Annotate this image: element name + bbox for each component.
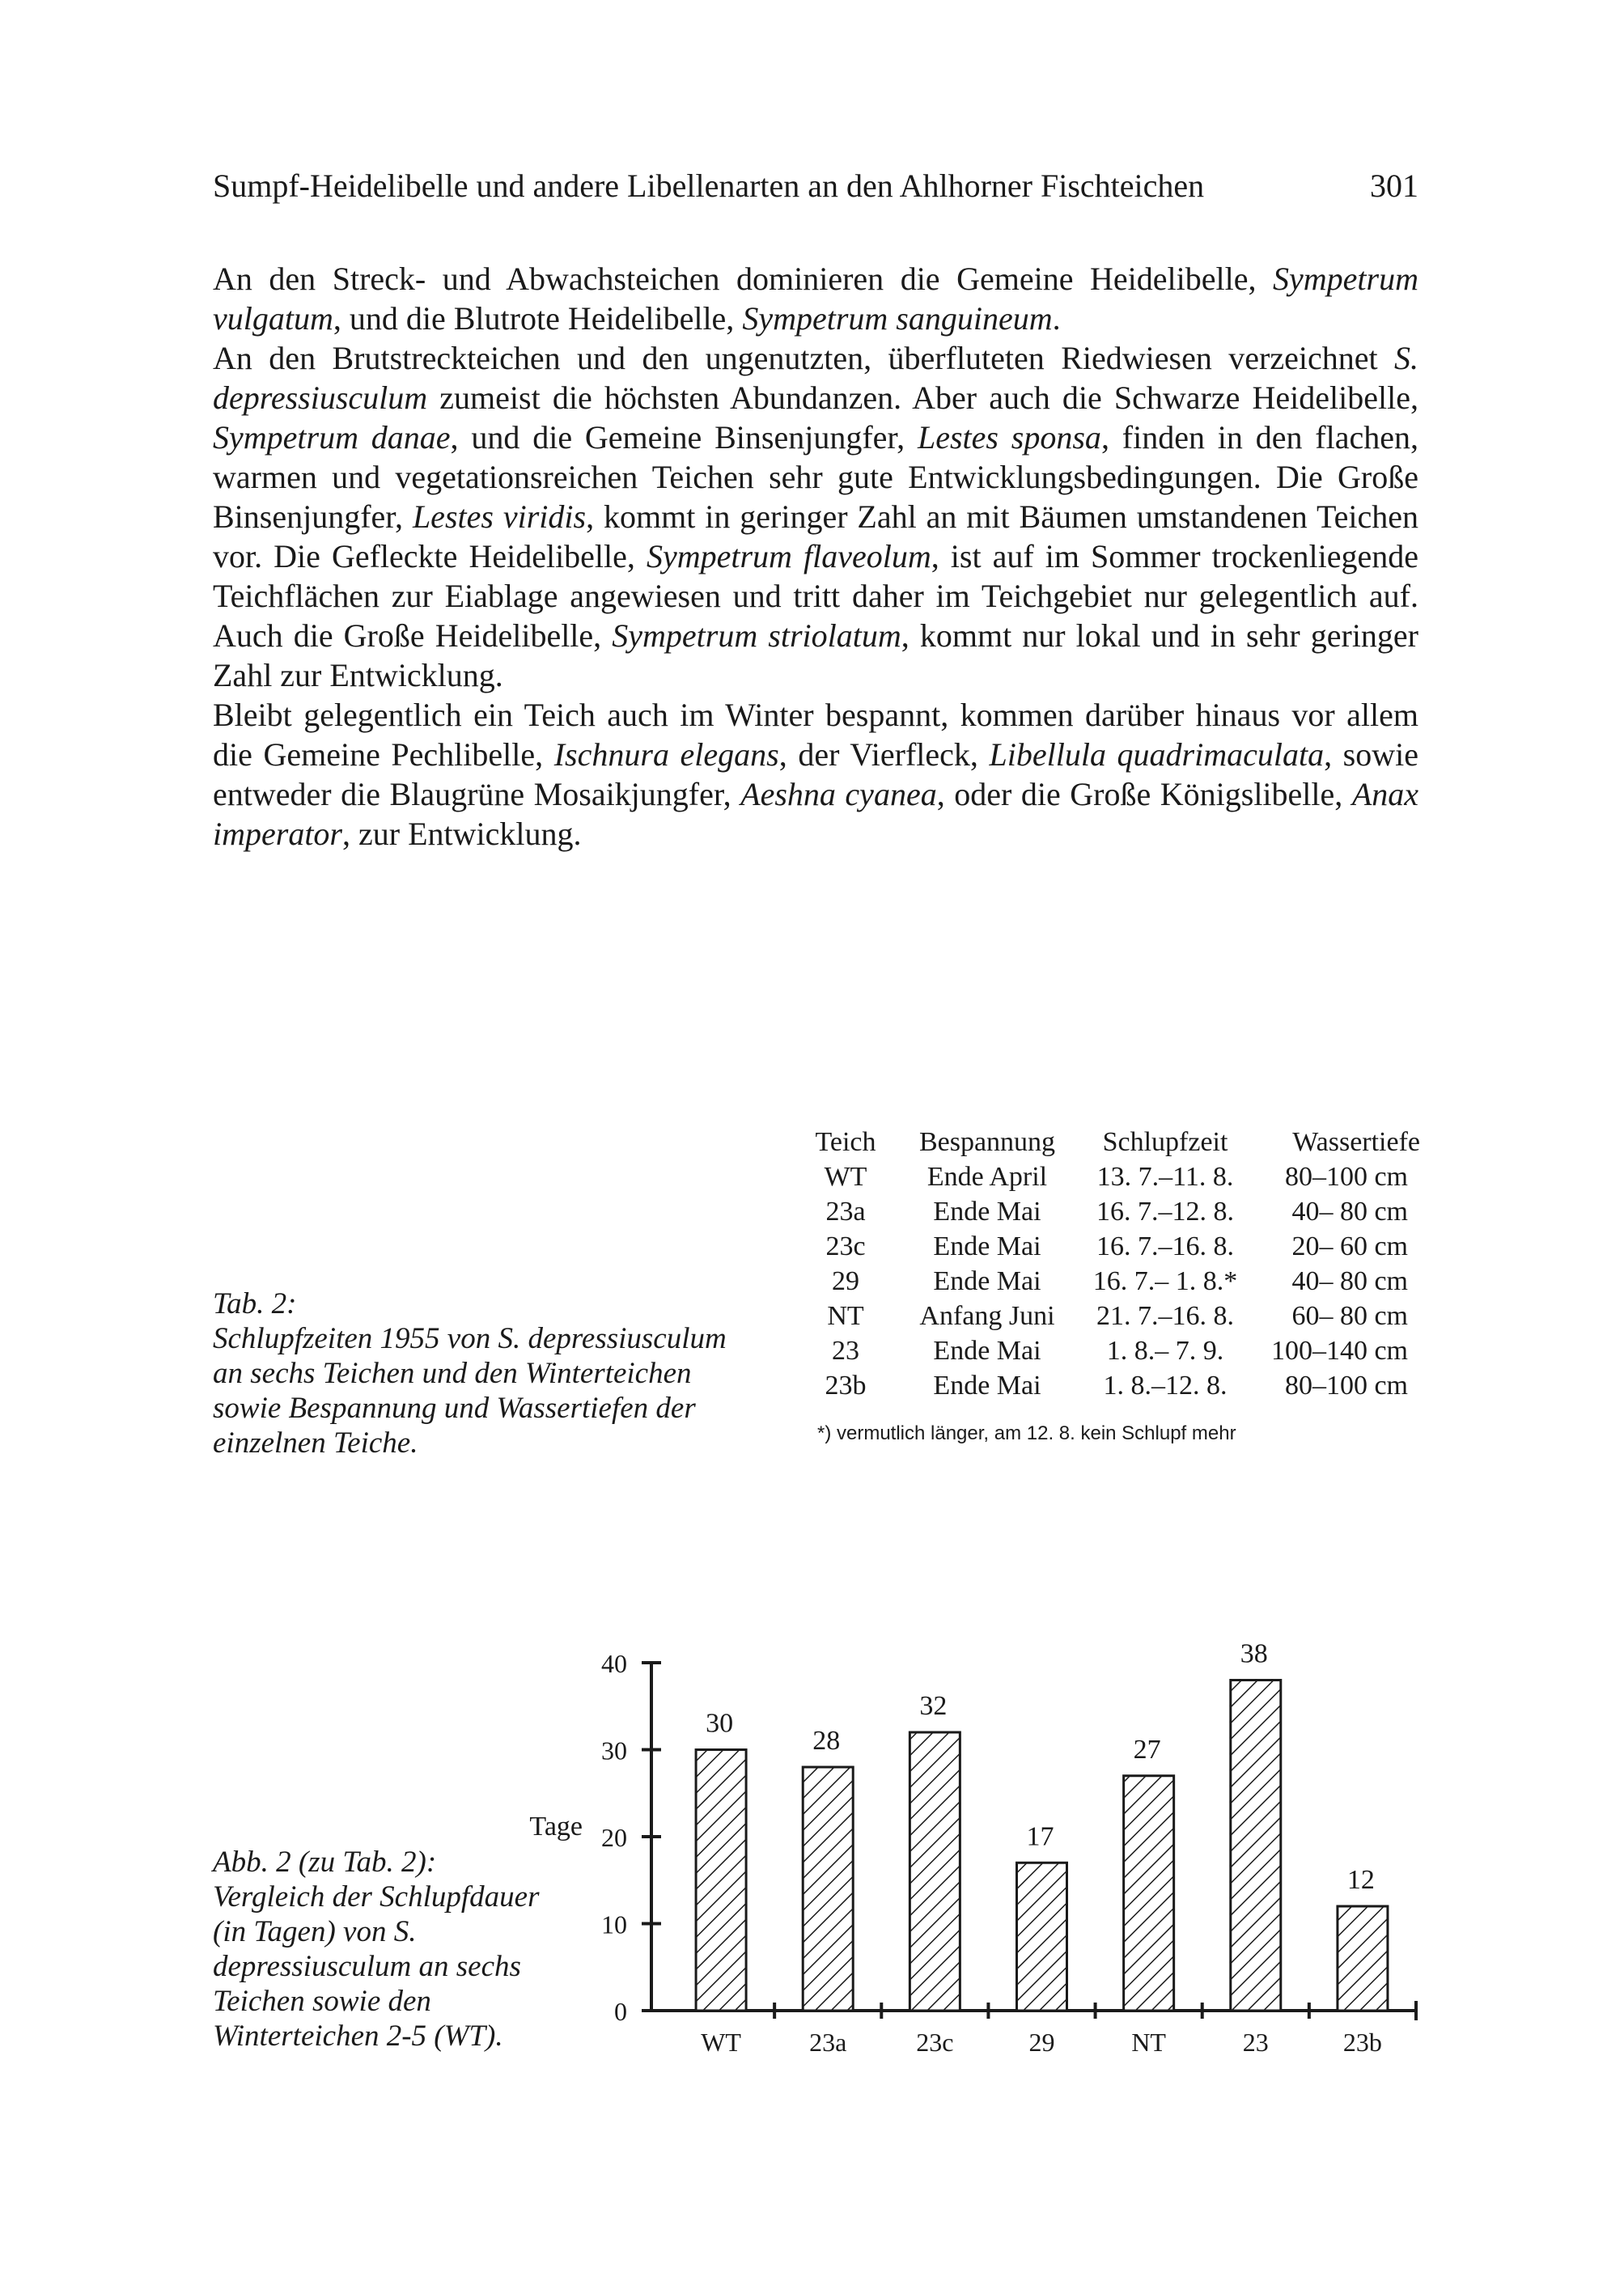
bar-chart-svg bbox=[502, 1618, 1440, 2071]
x-tick-label: 23c bbox=[916, 2028, 954, 2057]
species-name: Sympetrum danae bbox=[213, 419, 451, 456]
table-footnote: *) vermutlich länger, am 12. 8. kein Schlupf mehr bbox=[817, 1422, 1236, 1444]
species-name: Lestes viridis bbox=[412, 498, 587, 535]
figure-caption-text: Vergleich der Schlupfdauer (in Tagen) von S. depressiusculum an sechs Teichen sowie den Winterteichen 2-5 (WT). bbox=[213, 1880, 540, 2053]
species-name: Sympetrum flaveolum bbox=[646, 538, 931, 574]
column-header: Wassertiefe bbox=[1292, 1126, 1420, 1157]
table-cell: 40– 80 cm bbox=[1291, 1265, 1408, 1296]
text-run: , finden in den flachen, warmen und vegetationsreichen Teichen sehr gute Entwicklungsbedingungen. Die Große Binsenjungfer, bbox=[213, 419, 1419, 535]
text-run: zumeist die höchsten Abundanzen. Aber auch die Schwarze Heidelibelle, bbox=[427, 379, 1418, 416]
y-tick-label: 30 bbox=[601, 1736, 627, 1765]
table-caption bbox=[213, 1286, 763, 1460]
table-cell: 16. 7.–12. 8. bbox=[1096, 1196, 1234, 1227]
table-cell: 13. 7.–11. 8. bbox=[1096, 1161, 1234, 1192]
x-tick-label: 23b bbox=[1342, 2028, 1382, 2057]
species-name: Sympetrum vulgatum bbox=[213, 261, 1418, 337]
text-run: An den Brutstreckteichen und den ungenutzten, überfluteten Riedwiesen verzeichnet bbox=[213, 340, 1394, 376]
table-cell: 1. 8.–12. 8. bbox=[1103, 1370, 1228, 1401]
y-tick-label: 40 bbox=[601, 1649, 627, 1678]
table-cell: 60– 80 cm bbox=[1291, 1300, 1408, 1331]
bar-value-label: 38 bbox=[1240, 1638, 1268, 1669]
bar-NT bbox=[1124, 1776, 1174, 2011]
species-name: Libellula quadrimaculata bbox=[989, 736, 1325, 773]
text-run: , kommt nur lokal und in sehr geringer Zahl zur Entwicklung. bbox=[213, 617, 1419, 693]
species-name: Lestes sponsa bbox=[917, 419, 1101, 456]
running-title: Sumpf-Heidelibelle und andere Libellenarten an den Ahlhorner Fischteichen bbox=[213, 167, 1205, 204]
schlupfzeiten-table bbox=[801, 1125, 1440, 1403]
bar-value-label: 28 bbox=[812, 1726, 841, 1756]
table-row bbox=[801, 1159, 1440, 1194]
bar-value-label: 32 bbox=[919, 1691, 948, 1721]
table-cell: Ende Mai bbox=[933, 1231, 1041, 1261]
text-run: , zur Entwicklung. bbox=[342, 816, 582, 852]
text-run: , der Vierfleck, bbox=[778, 736, 990, 773]
species-name: Aeshna cyanea bbox=[740, 776, 937, 812]
table-row bbox=[801, 1368, 1440, 1403]
bar-WT bbox=[696, 1750, 746, 2011]
table-cell: Ende Mai bbox=[933, 1265, 1041, 1296]
text-run: , und die Blutrote Heidelibelle, bbox=[333, 300, 743, 337]
table-cell: 16. 7.–16. 8. bbox=[1096, 1231, 1234, 1261]
bar-value-label: 12 bbox=[1346, 1865, 1375, 1895]
paragraph-3 bbox=[213, 695, 1418, 854]
x-tick-label: NT bbox=[1131, 2028, 1166, 2057]
paragraph-2 bbox=[213, 338, 1418, 695]
table-cell: 1. 8.– 7. 9. bbox=[1106, 1335, 1224, 1366]
text-run: , ist auf im Sommer trockenliegende Teichflächen zur Eiablage angewiesen und tritt daher im Teichgebiet nur gelegentlich auf. Auch die Große Heidelibelle, bbox=[213, 538, 1419, 654]
table-row bbox=[801, 1264, 1440, 1299]
running-header bbox=[213, 162, 1418, 210]
bar-23b bbox=[1338, 1906, 1388, 2011]
table-cell: 16. 7.– 1. 8.* bbox=[1092, 1265, 1238, 1296]
bar-23c bbox=[910, 1732, 960, 2011]
column-header: Teich bbox=[815, 1126, 876, 1157]
text-run: , und die Gemeine Binsenjungfer, bbox=[450, 419, 918, 456]
text-run: , oder die Große Königslibelle, bbox=[936, 776, 1352, 812]
table-cell: 21. 7.–16. 8. bbox=[1096, 1300, 1234, 1331]
schlupfdauer-chart bbox=[502, 1618, 1440, 2071]
table-cell: 23 bbox=[832, 1335, 859, 1366]
table-cell: 29 bbox=[832, 1265, 859, 1296]
table-cell: 40– 80 cm bbox=[1291, 1196, 1408, 1227]
table-cell: 80–100 cm bbox=[1284, 1370, 1408, 1401]
species-name: Anax imperator bbox=[213, 776, 1419, 852]
table-caption-label: Tab. 2: bbox=[213, 1287, 297, 1320]
species-name: Sympetrum striolatum bbox=[612, 617, 901, 654]
table-cell: 23b bbox=[825, 1370, 867, 1401]
text-run: , kommt in geringer Zahl an mit Bäumen umstandenen Teichen vor. Die Gefleckte Heidelibelle, bbox=[213, 498, 1418, 574]
x-tick-label: 23a bbox=[809, 2028, 847, 2057]
body-text bbox=[213, 259, 1418, 854]
table-cell: 23a bbox=[825, 1196, 866, 1227]
bar-value-label: 17 bbox=[1026, 1821, 1054, 1852]
table-cell: NT bbox=[827, 1300, 864, 1331]
bar-23 bbox=[1231, 1681, 1281, 2011]
y-axis-label: Tage bbox=[529, 1812, 583, 1842]
text-run: Bleibt gelegentlich ein Teich auch im Winter bespannt, kommen darüber hinaus vor allem die Gemeine Pechlibelle, bbox=[213, 697, 1418, 773]
table-cell: Ende April bbox=[926, 1161, 1048, 1192]
table-caption-text: Schlupfzeiten 1955 von S. depressiusculum an sechs Teichen und den Winterteichen sowie Bespannung und Wassertiefen der einzelnen Teiche. bbox=[213, 1322, 727, 1460]
y-tick-label: 10 bbox=[601, 1909, 627, 1939]
figure-caption-label: Abb. 2 (zu Tab. 2): bbox=[213, 1846, 437, 1879]
chart-bars bbox=[696, 1639, 1388, 2011]
x-tick-label: WT bbox=[701, 2028, 741, 2057]
species-name: Ischnura elegans bbox=[553, 736, 779, 773]
bar-23a bbox=[803, 1767, 853, 2011]
table-cell: Ende Mai bbox=[933, 1370, 1041, 1401]
table-cell: 23c bbox=[825, 1231, 866, 1261]
table-cell: Anfang Juni bbox=[919, 1300, 1055, 1331]
species-name: Sympetrum sanguineum bbox=[742, 300, 1053, 337]
bar-29 bbox=[1017, 1863, 1067, 2011]
x-tick-label: 23 bbox=[1242, 2028, 1269, 2057]
table-cell: Ende Mai bbox=[933, 1196, 1041, 1227]
table-row bbox=[801, 1229, 1440, 1264]
species-name: S. depressiusculum bbox=[213, 340, 1418, 416]
table-header-row bbox=[801, 1125, 1440, 1159]
table-row bbox=[801, 1333, 1440, 1368]
table-cell: WT bbox=[824, 1161, 867, 1192]
text-run: , sowie entweder die Blaugrüne Mosaikjungfer, bbox=[213, 736, 1418, 812]
paragraph-1 bbox=[213, 259, 1418, 338]
table-row bbox=[801, 1194, 1440, 1229]
table-row bbox=[801, 1299, 1440, 1333]
page-number: 301 bbox=[1370, 167, 1418, 204]
column-header: Bespannung bbox=[918, 1126, 1056, 1157]
table-cell: 80–100 cm bbox=[1284, 1161, 1408, 1192]
table-cell: 100–140 cm bbox=[1270, 1335, 1408, 1366]
bar-value-label: 30 bbox=[706, 1708, 734, 1739]
y-tick-label: 0 bbox=[614, 1997, 627, 2026]
text-run: An den Streck- und Abwachsteichen dominieren die Gemeine Heidelibelle, bbox=[213, 261, 1274, 297]
text-run: . bbox=[1052, 300, 1061, 337]
x-tick-label: 29 bbox=[1028, 2028, 1055, 2057]
table-cell: Ende Mai bbox=[933, 1335, 1041, 1366]
table-cell: 20– 60 cm bbox=[1291, 1231, 1408, 1261]
bar-value-label: 27 bbox=[1133, 1734, 1161, 1765]
column-header: Schlupfzeit bbox=[1102, 1126, 1228, 1157]
y-tick-label: 20 bbox=[601, 1823, 627, 1852]
